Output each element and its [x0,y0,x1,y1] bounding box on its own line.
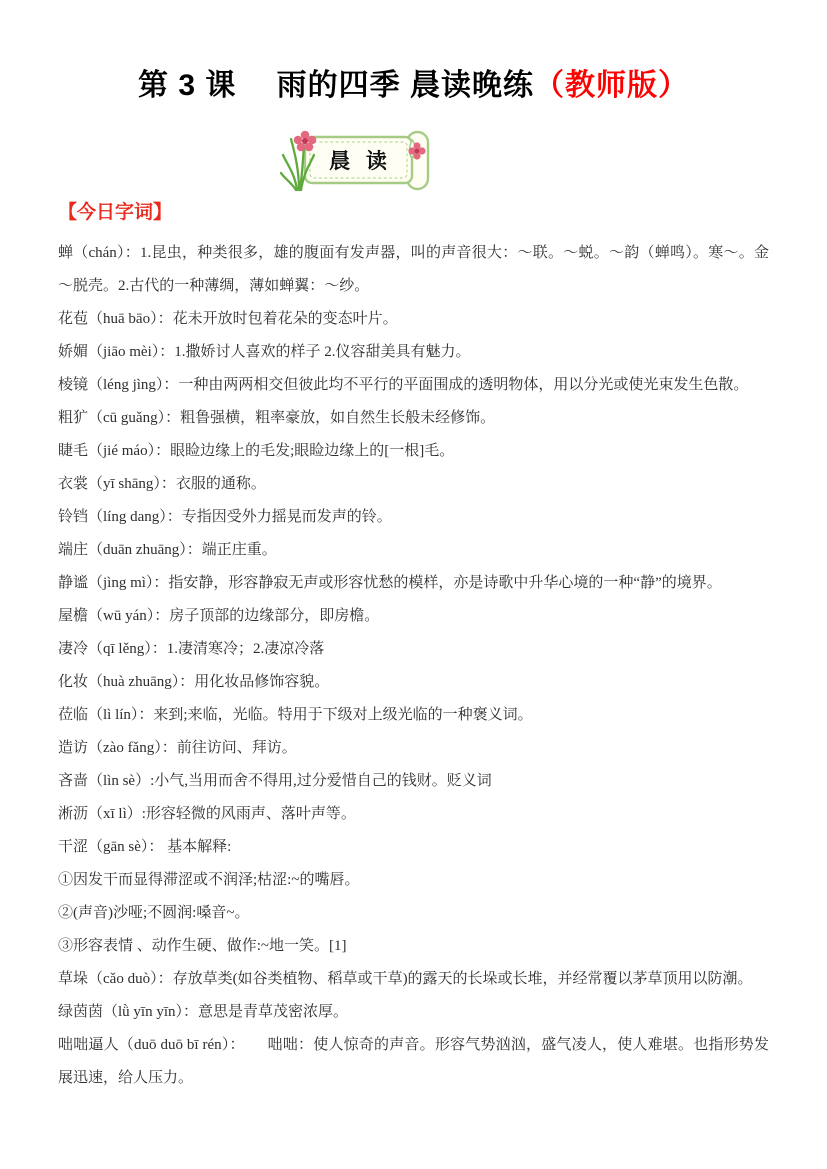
vocab-entry: ③形容表情 、动作生硬、做作:~地一笑。[1] [58,938,347,954]
section-header-today-words: 【今日字词】 [58,202,173,223]
vocab-entry: 娇媚（jiāo mèi）：1.撒娇讨人喜欢的样子 2.仪容甜美具有魅力。 [58,344,471,360]
vocab-entry: 睫毛（jié máo）：眼睑边缘上的毛发;眼睑边缘上的[一根]毛。 [58,443,455,459]
vocab-entry: 咄咄逼人（duō duō bī rén）： 咄咄：使人惊奇的声音。形容气势汹汹，盛气凌人，使人难堪。也指形势发展迅速，给人压力。 [58,1037,769,1086]
vocab-entry: 粗犷（cū guǎng）：粗鲁强横，粗率豪放，如自然生长般未经修饰。 [58,410,496,426]
vocab-entry: 静谧（jìng mì）：指安静，形容静寂无声或形容忧愁的模样，亦是诗歌中升华心境的一种“静”的境界。 [58,575,722,591]
vocab-entry: ②(声音)沙哑;不圆润:嗓音~。 [58,905,250,921]
vocab-entry: 屋檐（wū yán）：房子顶部的边缘部分，即房檐。 [58,608,380,624]
vocab-entry: 莅临（lì lín）：来到;来临，光临。特用于下级对上级光临的一种褒义词。 [58,707,533,723]
vocab-entry: 造访（zào fǎng）：前往访问、拜访。 [58,740,297,756]
vocab-entry: 吝啬（lìn sè）:小气,当用而舍不得用,过分爱惜自己的钱财。贬义词 [58,773,492,789]
vocab-entry: 化妆（huà zhuāng）：用化妆品修饰容貌。 [58,674,330,690]
vocab-entry: 棱镜（léng jìng）：一种由两两相交但彼此均不平行的平面围成的透明物体，用以分光或使光束发生色散。 [58,377,749,393]
vocab-list [58,237,769,1095]
vocab-entry: 蝉（chán）：1.昆虫，种类很多，雄的腹面有发声器，叫的声音很大：～联。～蜕。～韵（蝉鸣）。寒～。金～脱壳。2.古代的一种薄绸，薄如蝉翼：～纱。 [58,245,769,294]
vocab-entry: 衣裳（yī shāng）：衣服的通称。 [58,476,266,492]
vocab-entry: 花苞（huā bāo）：花未开放时包着花朵的变态叶片。 [58,311,398,327]
page-title [0,0,827,104]
vocab-entry: 凄冷（qī lěng）：1.凄清寒冷；2.凄凉冷落 [58,641,325,657]
morning-reading-badge [278,128,438,192]
vocab-entry: 端庄（duān zhuāng）：端正庄重。 [58,542,277,558]
vocab-entry: 草垛（cǎo duò）：存放草类(如谷类植物、稻草或干草)的露天的长垛或长堆，并经常覆以茅草顶用以防潮。 [58,971,753,987]
badge-label: 晨 读 [329,150,387,173]
title-edition: （教师版） [534,69,690,102]
title-main: 第 3 课 雨的四季 晨读晚练 [137,69,535,102]
vocab-entry: 干涩（gān sè）： 基本解释: [58,839,232,855]
vocab-entry: 淅沥（xī lì）:形容轻微的风雨声、落叶声等。 [58,806,356,822]
vocab-entry: ①因发干而显得滞涩或不润泽;枯涩:~的嘴唇。 [58,872,360,888]
vocab-entry: 铃铛（líng dang）：专指因受外力摇晃而发声的铃。 [58,509,392,525]
vocab-entry: 绿茵茵（lǜ yīn yīn）：意思是青草茂密浓厚。 [58,1004,349,1020]
